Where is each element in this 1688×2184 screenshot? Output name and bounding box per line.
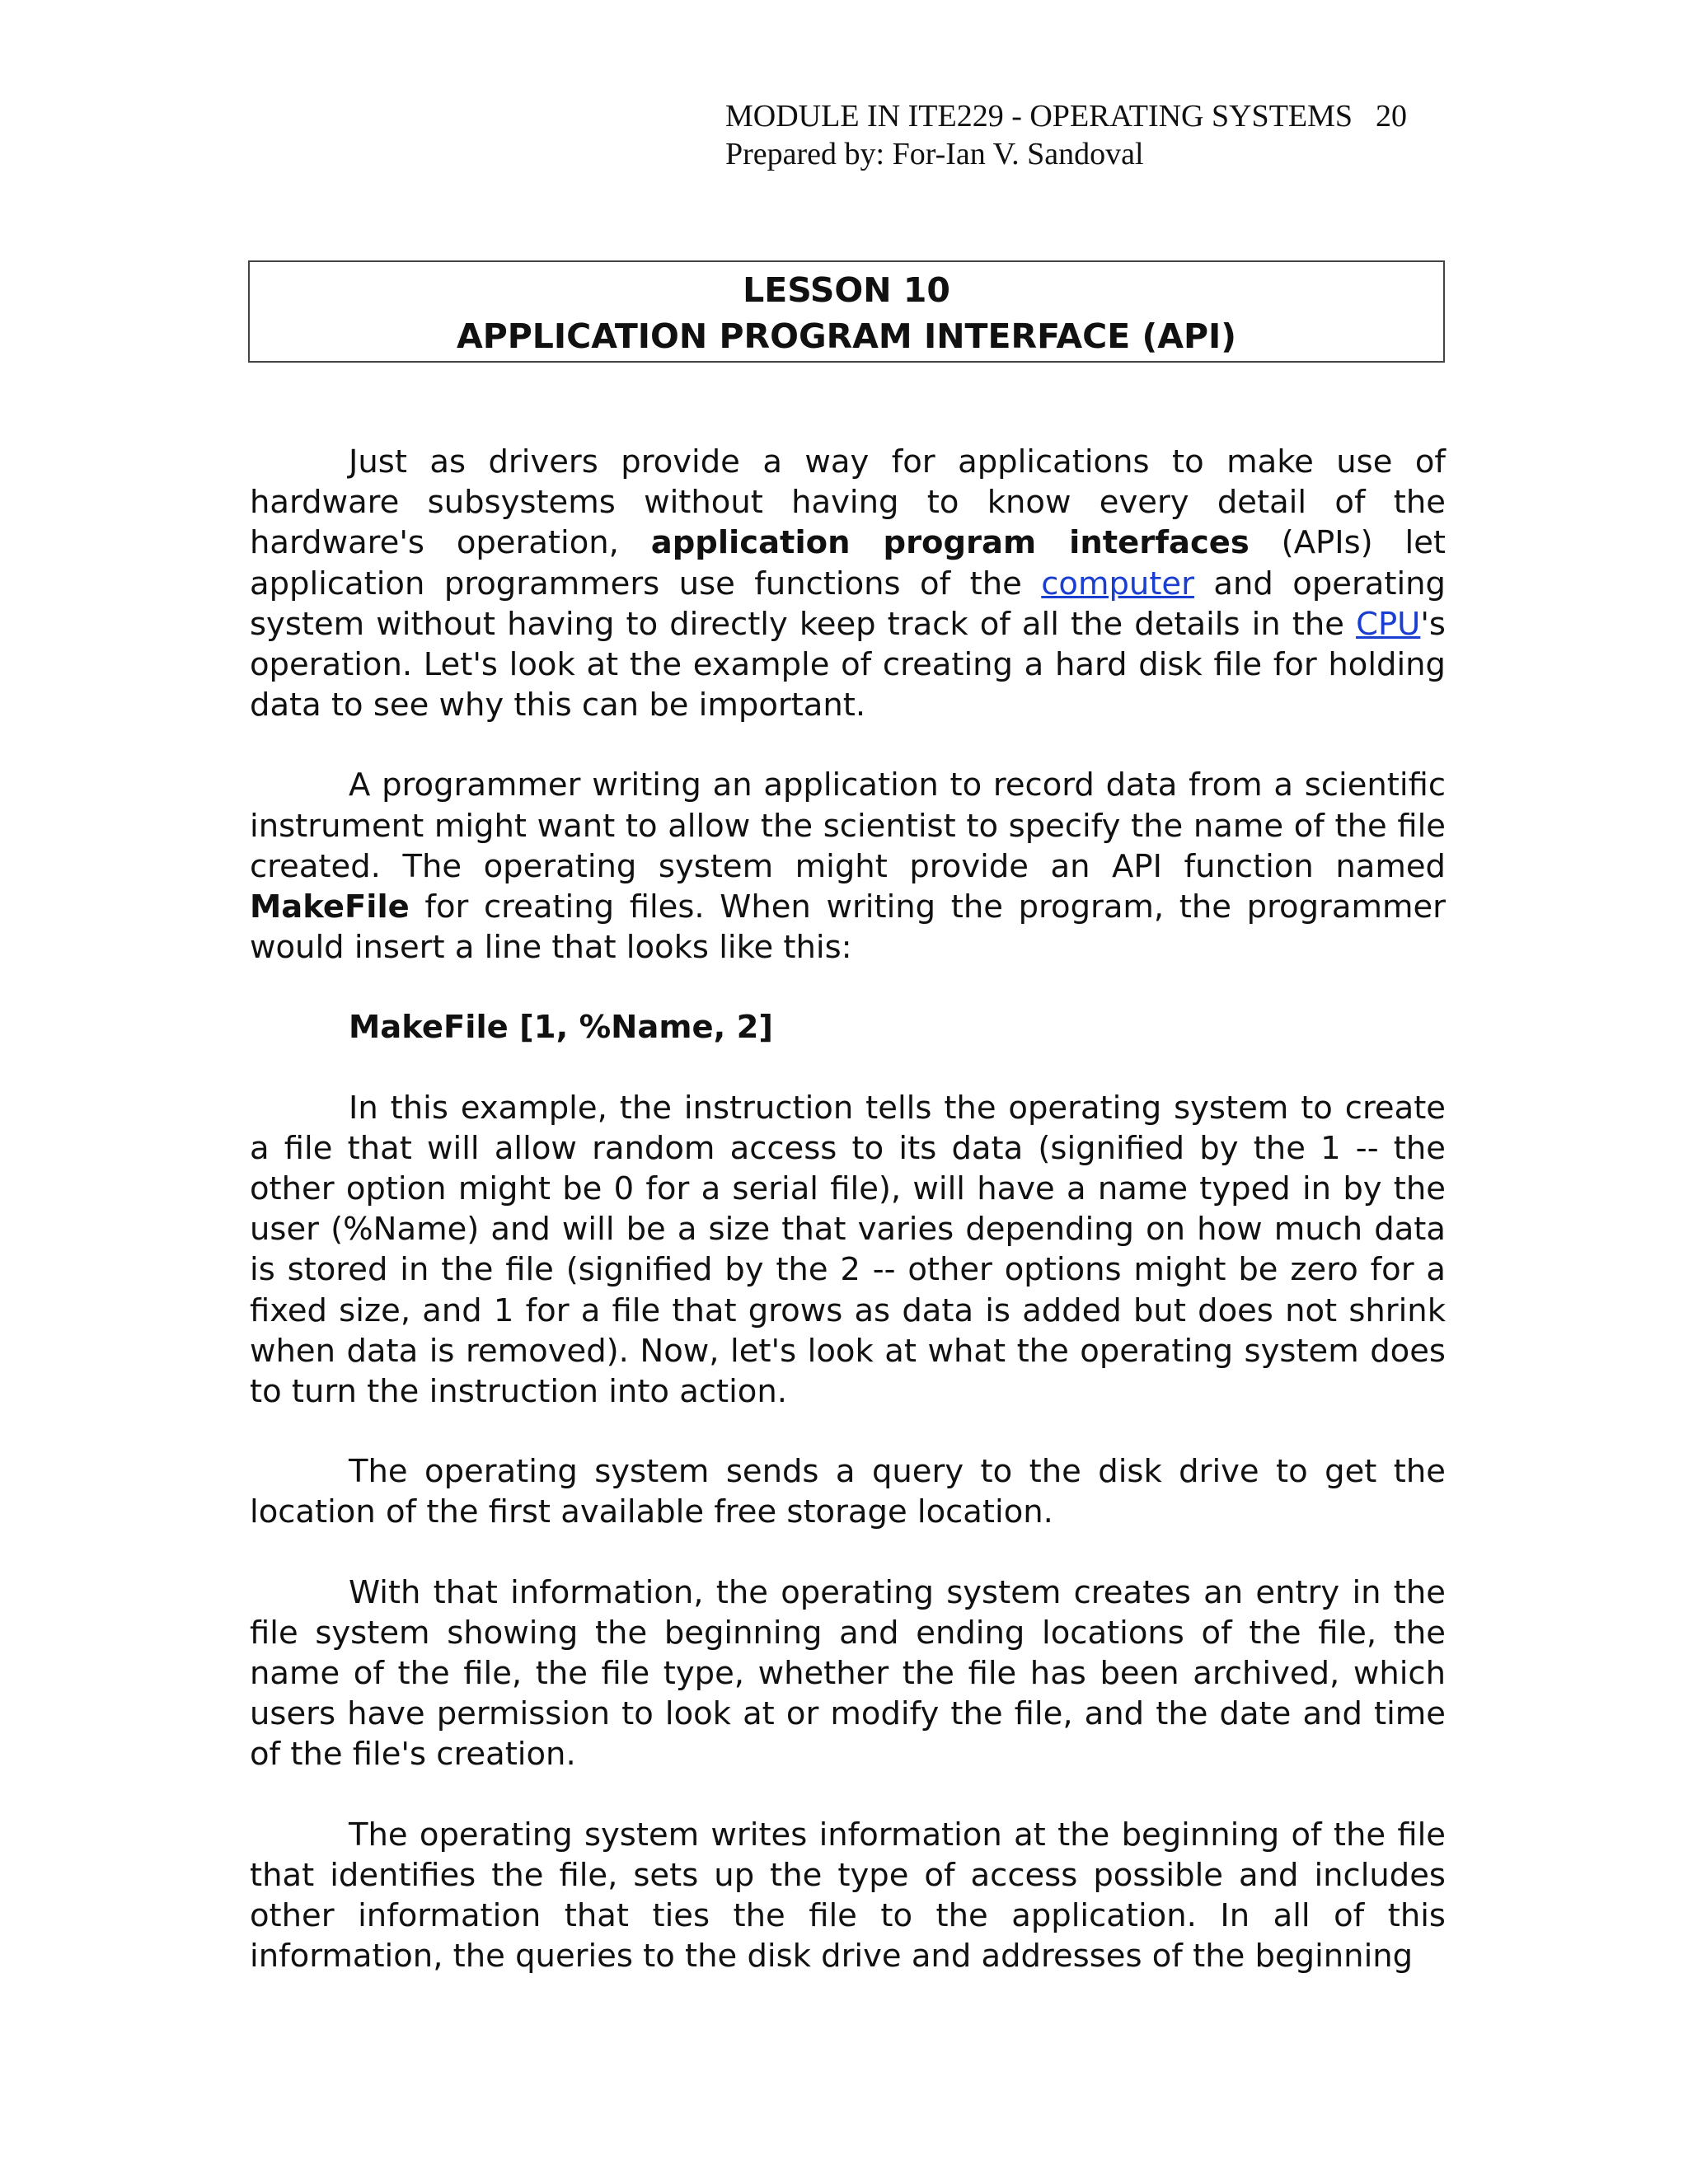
apis-bold-term: application program interfaces — [650, 524, 1250, 562]
document-body — [250, 442, 1446, 2017]
paragraph-3: In this example, the instruction tells the operating system to create a file that will allow random access to its data (signified by the 1 -- the other option might be 0 for a serial file), will have a name typed in by the user (%Name) and will be a size that varies depending on how much data is stored in the file (signified by the 2 -- other options might be zero for a fixed size, and 1 for a file that grows as data is added but does not shrink when data is removed). Now, let's look at what the operating system does to turn the instruction into action. — [250, 1089, 1446, 1411]
paragraph-1-text-b: (APIs) let application programmers use functions of the — [250, 524, 1447, 602]
makefile-bold-term: MakeFile — [250, 888, 410, 926]
paragraph-1-text-d: 's operation. Let's look at the example of creating a hard disk file for holding data to see why this can be important. — [250, 605, 1446, 724]
computer-link[interactable]: computer — [1041, 565, 1194, 602]
paragraph-1-text-c: and operating system without having to directly keep track of all the details in the — [250, 565, 1446, 643]
page-header — [725, 97, 1407, 173]
prepared-by: Prepared by: For-Ian V. Sandoval — [725, 137, 1144, 171]
paragraph-6: The operating system writes information at the beginning of the file that identifies the file, sets up the type of access possible and includes other information that ties the file to the application. In all of this information, the queries to the disk drive and addresses of the beginning — [250, 1816, 1446, 1975]
lesson-number: LESSON 10 — [743, 270, 950, 310]
paragraph-2 — [250, 765, 1446, 968]
page-number: 20 — [1376, 99, 1408, 134]
paragraph-2-text-b: for creating files. When writing the program, the programmer would insert a line that looks like this: — [250, 888, 1446, 967]
cpu-link[interactable]: CPU — [1356, 605, 1421, 643]
lesson-topic: APPLICATION PROGRAM INTERFACE (API) — [456, 316, 1237, 356]
paragraph-1-text-a: Just as drivers provide a way for applications to make use of hardware subsystems without having to know every detail of the hardware's operation, — [250, 443, 1446, 562]
code-example: MakeFile [1, %Name, 2] — [349, 1009, 774, 1047]
module-title: MODULE IN ITE229 - OPERATING SYSTEMS — [725, 99, 1353, 134]
lesson-title-box — [248, 260, 1445, 363]
paragraph-1 — [250, 442, 1446, 725]
paragraph-2-text-a: A programmer writing an application to record data from a scientific instrument might want to allow the scientist to specify the name of the file created. The operating system might provide an API function named — [250, 766, 1446, 885]
paragraph-4: The operating system sends a query to the disk drive to get the location of the first available free storage location. — [250, 1453, 1446, 1531]
paragraph-5: With that information, the operating system creates an entry in the file system showing the beginning and ending locations of the file, the name of the file, the file type, whether the file has been archived, which users have permission to look at or modify the file, and the date and time of the file's creation. — [250, 1573, 1446, 1774]
header-line-1 — [725, 97, 1407, 135]
